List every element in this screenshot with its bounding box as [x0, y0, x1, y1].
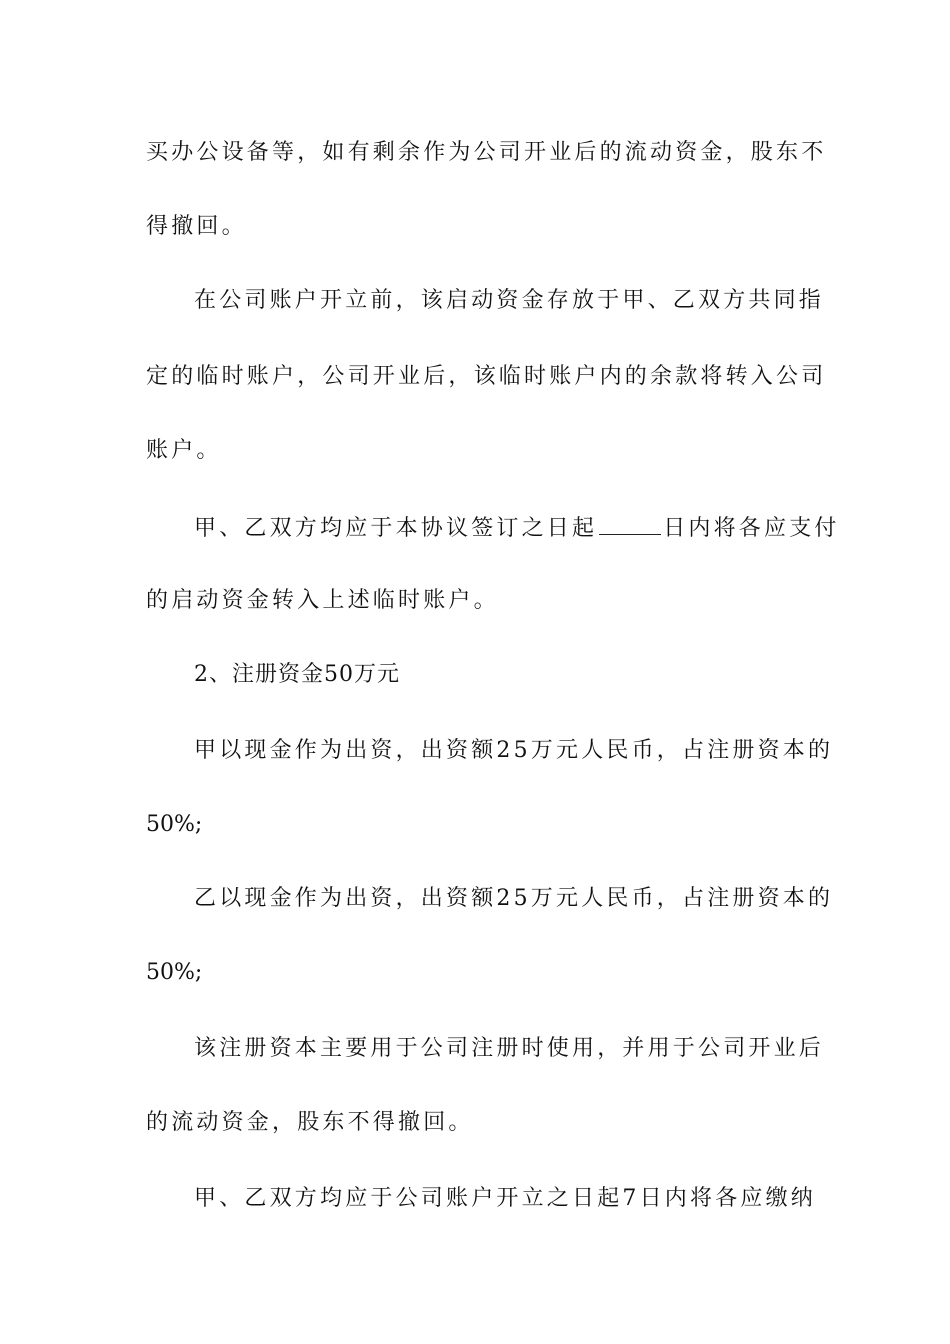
paragraph-line-with-blank: [194, 512, 854, 544]
paragraph-line: 在公司账户开立前，该启动资金存放于甲、乙双方共同指: [194, 288, 825, 313]
paragraph-line: 的启动资金转入上述临时账户。: [146, 588, 499, 613]
fill-in-blank: [599, 512, 661, 535]
paragraph-line: 50%;: [146, 960, 203, 985]
paragraph-line: 账户。: [146, 438, 222, 463]
paragraph-line: 甲以现金作为出资，出资额25万元人民币，占注册资本的: [194, 738, 834, 763]
paragraph-line: 定的临时账户，公司开业后，该临时账户内的余款将转入公司: [146, 364, 827, 389]
paragraph-line: 乙以现金作为出资，出资额25万元人民币，占注册资本的: [194, 886, 834, 911]
paragraph-line: 的流动资金，股东不得撤回。: [146, 1110, 474, 1135]
section-heading: 2、注册资金50万元: [194, 662, 400, 687]
paragraph-line: 该注册资本主要用于公司注册时使用，并用于公司开业后: [194, 1036, 825, 1061]
line-text-before-blank: 甲、乙双方均应于本协议签订之日起: [194, 516, 598, 541]
paragraph-line: 买办公设备等，如有剩余作为公司开业后的流动资金，股东不: [146, 140, 827, 165]
line-text-after-blank: 日内将各应支付: [663, 516, 840, 541]
paragraph-line: 得撤回。: [146, 214, 247, 239]
paragraph-line: 甲、乙双方均应于公司账户开立之日起7日内将各应缴纳: [194, 1186, 816, 1211]
paragraph-line: 50%;: [146, 812, 203, 837]
